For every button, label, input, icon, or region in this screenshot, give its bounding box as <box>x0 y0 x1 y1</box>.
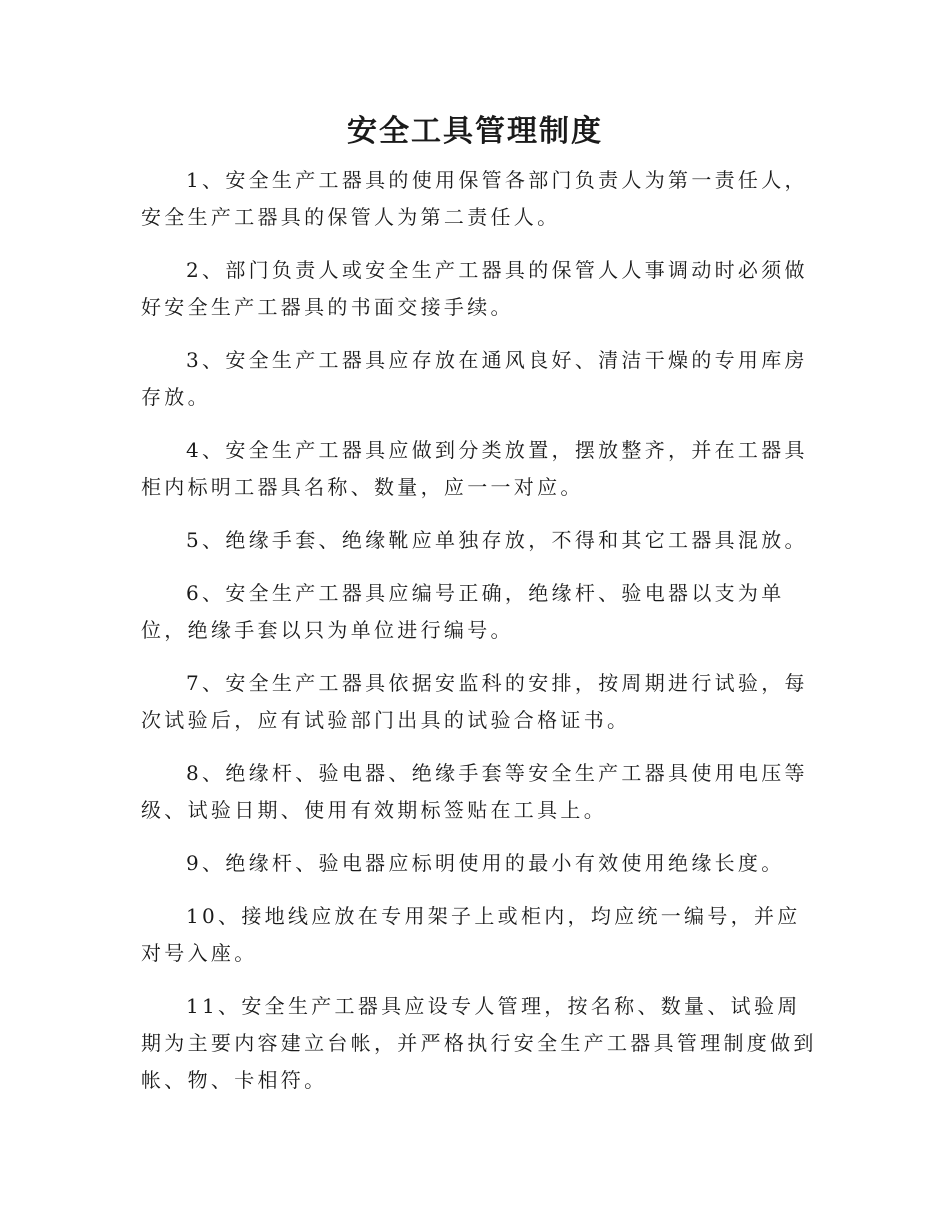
clause-11: 11、安全生产工器具应设专人管理，按名称、数量、试验周期为主要内容建立台帐，并严格执行安全生产工器具管理制度做到帐、物、卡相符。 <box>141 994 817 1092</box>
clause-10: 10、接地线应放在专用架子上或柜内，均应统一编号，并应对号入座。 <box>141 904 801 965</box>
clause-4: 4、安全生产工器具应做到分类放置，摆放整齐，并在工器具柜内标明工器具名称、数量，应一一对应。 <box>141 438 808 499</box>
clause-7: 7、安全生产工器具依据安监科的安排，按周期进行试验，每次试验后，应有试验部门出具的试验合格证书。 <box>141 671 808 732</box>
clause-3: 3、安全生产工器具应存放在通风良好、清洁干燥的专用库房存放。 <box>141 348 808 409</box>
clause-8: 8、绝缘杆、验电器、绝缘手套等安全生产工器具使用电压等级、试验日期、使用有效期标签贴在工具上。 <box>141 761 808 822</box>
clause-list <box>141 162 821 1115</box>
clause-5: 5、绝缘手套、绝缘靴应单独存放，不得和其它工器具混放。 <box>186 528 808 552</box>
clause-2: 2、部门负责人或安全生产工器具的保管人人事调动时必须做好安全生产工器具的书面交接手续。 <box>141 258 808 319</box>
document-title: 安全工具管理制度 <box>347 114 603 149</box>
clause-1: 1、安全生产工器具的使用保管各部门负责人为第一责任人，安全生产工器具的保管人为第二责任人。 <box>141 168 808 229</box>
clause-6: 6、安全生产工器具应编号正确，绝缘杆、验电器以支为单位，绝缘手套以只为单位进行编号。 <box>141 581 785 642</box>
clause-9: 9、绝缘杆、验电器应标明使用的最小有效使用绝缘长度。 <box>186 851 785 875</box>
